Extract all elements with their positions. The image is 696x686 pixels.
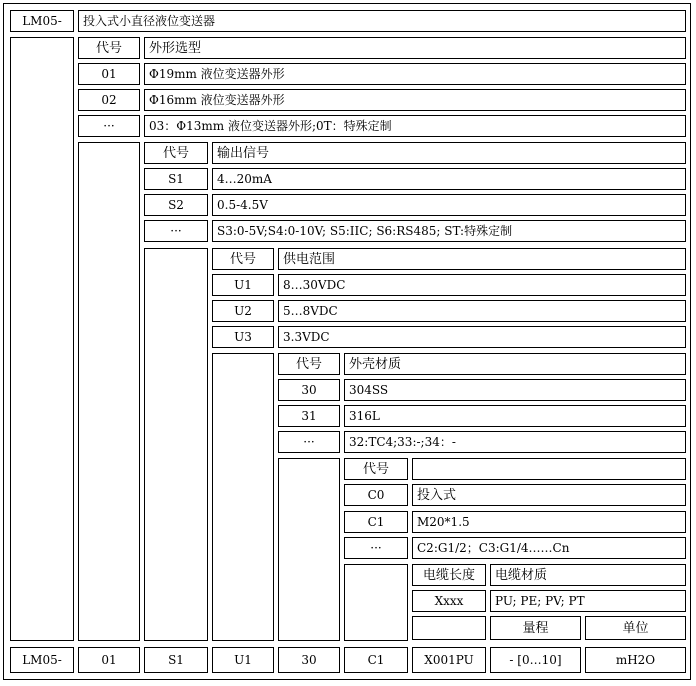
cable-length-header: 电缆长度 xyxy=(412,564,486,586)
shape-desc-01: Φ19mm 液位变送器外形 xyxy=(144,63,686,85)
signal-code-s2: S2 xyxy=(144,194,208,216)
signal-code-header: 代号 xyxy=(144,142,208,164)
signal-code-more: ··· xyxy=(144,220,208,242)
shape-code-more: ··· xyxy=(78,115,140,137)
power-code-u2: U2 xyxy=(212,300,274,322)
product-title: 投入式小直径液位变送器 xyxy=(83,14,216,28)
signal-desc-more: S3:0-5V;S4:0-10V; S5:IIC; S6:RS485; ST:特殊定制 xyxy=(212,220,686,242)
power-code-u3: U3 xyxy=(212,326,274,348)
shape-code-02: 02 xyxy=(78,89,140,111)
power-desc-u3: 3.3VDC xyxy=(278,326,686,348)
example-power: U1 xyxy=(212,647,274,673)
shell-desc-more: 32:TC4;33:-;34：- xyxy=(344,431,686,453)
power-label-header: 供电范围 xyxy=(278,248,686,270)
example-range: - [0…10] xyxy=(490,647,581,673)
example-signal: S1 xyxy=(144,647,208,673)
power-code-header: 代号 xyxy=(212,248,274,270)
model-column-spacer xyxy=(10,37,74,641)
signal-desc-s1: 4…20mA xyxy=(212,168,686,190)
shape-label-header: 外形选型 xyxy=(144,37,686,59)
product-title-cell xyxy=(78,10,686,32)
signal-code-s1: S1 xyxy=(144,168,208,190)
connection-code-more: ··· xyxy=(344,537,408,559)
signal-desc-s2: 0.5-4.5V xyxy=(212,194,686,216)
shell-column-spacer xyxy=(278,458,340,641)
power-desc-u2: 5…8VDC xyxy=(278,300,686,322)
shape-desc-02: Φ16mm 液位变送器外形 xyxy=(144,89,686,111)
shell-code-header: 代号 xyxy=(278,353,340,375)
connection-desc-c0: 投入式 xyxy=(412,484,686,506)
shell-code-31: 31 xyxy=(278,405,340,427)
connection-column-spacer xyxy=(344,564,408,641)
unit-header: 单位 xyxy=(585,616,686,640)
shell-code-more: ··· xyxy=(278,431,340,453)
shape-code-header: 代号 xyxy=(78,37,140,59)
shell-desc-30: 304SS xyxy=(344,379,686,401)
example-unit: mH2O xyxy=(585,647,686,673)
example-shell: 30 xyxy=(278,647,340,673)
model-prefix: LM05- xyxy=(22,14,62,28)
connection-code-header: 代号 xyxy=(344,458,408,480)
connection-code-c0: C0 xyxy=(344,484,408,506)
example-connection: C1 xyxy=(344,647,408,673)
range-header: 量程 xyxy=(490,616,581,640)
example-cable: X001PU xyxy=(412,647,486,673)
shell-label-header: 外壳材质 xyxy=(344,353,686,375)
signal-column-spacer xyxy=(144,248,208,641)
connection-desc-c1: M20*1.5 xyxy=(412,511,686,533)
power-desc-u1: 8…30VDC xyxy=(278,274,686,296)
signal-label-header: 输出信号 xyxy=(212,142,686,164)
cable-length-value: Xxxx xyxy=(412,590,486,612)
example-model: LM05- xyxy=(10,647,74,673)
cable-material-header: 电缆材质 xyxy=(490,564,686,586)
shell-code-30: 30 xyxy=(278,379,340,401)
cable-spacer xyxy=(412,616,486,640)
cable-material-value: PU; PE; PV; PT xyxy=(490,590,686,612)
model-prefix-cell xyxy=(10,10,74,32)
connection-desc-more: C2:G1/2；C3:G1/4……Cn xyxy=(412,537,686,559)
power-column-spacer xyxy=(212,353,274,641)
connection-code-c1: C1 xyxy=(344,511,408,533)
shape-code-01: 01 xyxy=(78,63,140,85)
connection-label-header xyxy=(412,458,686,480)
shape-desc-more: 03：Φ13mm 液位变送器外形;0T：特殊定制 xyxy=(144,115,686,137)
shell-desc-31: 316L xyxy=(344,405,686,427)
shape-column-spacer xyxy=(78,142,140,641)
power-code-u1: U1 xyxy=(212,274,274,296)
example-shape: 01 xyxy=(78,647,140,673)
